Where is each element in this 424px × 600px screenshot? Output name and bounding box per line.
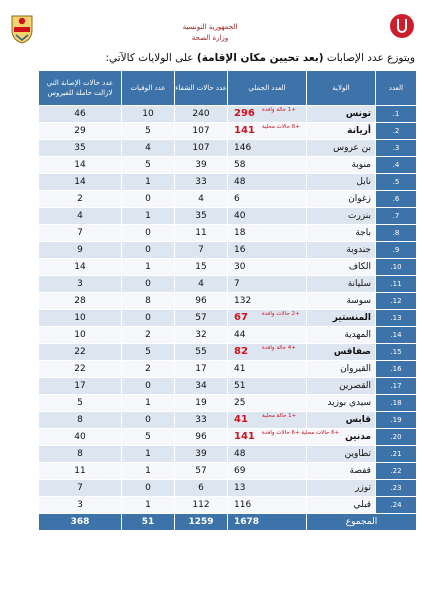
carriers-cell: 35 — [39, 140, 121, 156]
table-row — [39, 208, 416, 224]
carriers-cell: 4 — [39, 208, 121, 224]
deaths-cell: 1 — [122, 395, 174, 411]
recovered-cell: 34 — [175, 378, 227, 394]
carriers-cell: 17 — [39, 378, 121, 394]
table-row — [39, 174, 416, 190]
deaths-cell: 1 — [122, 463, 174, 479]
new-cases-note: +4 حالة وافدة — [262, 345, 296, 351]
governorate-name: مدنين — [307, 429, 375, 445]
sum-total — [228, 514, 306, 530]
deaths-cell: 2 — [122, 327, 174, 343]
col-governorate: الولاية — [307, 71, 375, 105]
table-row — [39, 463, 416, 479]
recovered-cell: 112 — [175, 497, 227, 513]
new-cases-note: +6 حالات محلية — [262, 124, 300, 130]
governorate-name: القصرين — [307, 378, 375, 394]
row-number: 11. — [376, 276, 416, 292]
table-row — [39, 242, 416, 258]
col-total: العدد الجملي — [228, 71, 306, 105]
carriers-cell: 3 — [39, 276, 121, 292]
recovered-cell: 57 — [175, 310, 227, 326]
total-cases-cell — [228, 191, 306, 207]
row-number: 8. — [376, 225, 416, 241]
total-cases-cell — [228, 429, 340, 445]
row-number: 2. — [376, 123, 416, 139]
total-cases-value: 58 — [234, 160, 246, 170]
total-cases-cell — [228, 259, 306, 275]
governorate-name: قبلي — [307, 497, 375, 513]
total-cases-cell — [228, 497, 306, 513]
recovered-cell: 7 — [175, 242, 227, 258]
recovered-cell: 240 — [175, 106, 227, 122]
governorate-name: تونس — [307, 106, 375, 122]
total-cases-value: 25 — [234, 398, 246, 408]
deaths-cell: 5 — [122, 123, 174, 139]
deaths-cell: 0 — [122, 242, 174, 258]
total-cases-cell — [228, 157, 306, 173]
governorate-name: أريانة — [307, 123, 375, 139]
carriers-cell: 5 — [39, 395, 121, 411]
table-row — [39, 259, 416, 275]
total-cases-cell — [228, 174, 306, 190]
row-number: 12. — [376, 293, 416, 309]
deaths-cell: 2 — [122, 361, 174, 377]
new-cases-note: +1 حالة محلية — [262, 413, 297, 419]
deaths-cell: 5 — [122, 429, 174, 445]
sum-total-value: 1678 — [234, 517, 260, 527]
governorate-name: بن عروس — [307, 140, 375, 156]
table-body — [39, 106, 416, 513]
recovered-cell: 96 — [175, 429, 227, 445]
governorate-name: منوبة — [307, 157, 375, 173]
deaths-cell: 1 — [122, 446, 174, 462]
row-number: 23. — [376, 480, 416, 496]
total-cases-cell — [228, 412, 306, 428]
total-cases-value: 48 — [234, 449, 246, 459]
total-cases-cell — [228, 276, 306, 292]
title-suffix: على الولايات كالآتي: — [105, 52, 197, 64]
recovered-cell: 11 — [175, 225, 227, 241]
recovered-cell: 17 — [175, 361, 227, 377]
table-row — [39, 225, 416, 241]
total-cases-value: 41 — [234, 414, 248, 425]
carriers-cell: 8 — [39, 446, 121, 462]
carriers-cell: 7 — [39, 480, 121, 496]
ministry-block — [150, 22, 270, 44]
row-number: 6. — [376, 191, 416, 207]
carriers-cell: 3 — [39, 497, 121, 513]
total-cases-value: 7 — [234, 279, 240, 289]
table-row — [39, 276, 416, 292]
table-row — [39, 344, 416, 360]
total-cases-cell — [228, 106, 306, 122]
deaths-cell: 0 — [122, 480, 174, 496]
row-number: 19. — [376, 412, 416, 428]
sum-deaths: 51 — [122, 514, 174, 530]
total-cases-value: 6 — [234, 194, 240, 204]
row-number: 24. — [376, 497, 416, 513]
row-number: 5. — [376, 174, 416, 190]
total-cases-value: 82 — [234, 346, 248, 357]
total-cases-cell — [228, 327, 306, 343]
total-cases-value: 41 — [234, 364, 246, 374]
row-number: 9. — [376, 242, 416, 258]
table-row — [39, 446, 416, 462]
recovered-cell: 15 — [175, 259, 227, 275]
deaths-cell: 4 — [122, 140, 174, 156]
recovered-cell: 35 — [175, 208, 227, 224]
governorate-name: بنزرت — [307, 208, 375, 224]
table-row — [39, 429, 416, 445]
deaths-cell: 1 — [122, 497, 174, 513]
total-cases-value: 48 — [234, 177, 246, 187]
governorate-name: المنستير — [307, 310, 375, 326]
governorate-name: باجة — [307, 225, 375, 241]
carriers-cell: 10 — [39, 327, 121, 343]
total-cases-value: 141 — [234, 431, 255, 442]
table-row — [39, 412, 416, 428]
table-row — [39, 123, 416, 139]
row-number: 13. — [376, 310, 416, 326]
recovered-cell: 32 — [175, 327, 227, 343]
carriers-cell: 14 — [39, 259, 121, 275]
total-cases-cell — [228, 123, 306, 139]
new-cases-note: +2 حالات وافدة — [262, 311, 300, 317]
table-row — [39, 480, 416, 496]
total-cases-value: 67 — [234, 312, 248, 323]
table-row — [39, 106, 416, 122]
governorate-name: زغوان — [307, 191, 375, 207]
deaths-cell: 1 — [122, 174, 174, 190]
deaths-cell: 1 — [122, 208, 174, 224]
governorate-name: سليانة — [307, 276, 375, 292]
deaths-cell: 0 — [122, 412, 174, 428]
carriers-cell: 46 — [39, 106, 121, 122]
row-number: 18. — [376, 395, 416, 411]
row-number: 14. — [376, 327, 416, 343]
total-cases-value: 40 — [234, 211, 246, 221]
recovered-cell: 39 — [175, 157, 227, 173]
table-row — [39, 497, 416, 513]
table-row — [39, 361, 416, 377]
governorate-name: نابل — [307, 174, 375, 190]
cases-table — [38, 70, 417, 531]
carriers-cell: 40 — [39, 429, 121, 445]
governorate-name: تطاوين — [307, 446, 375, 462]
governorate-name: سوسة — [307, 293, 375, 309]
table-row — [39, 157, 416, 173]
recovered-cell: 55 — [175, 344, 227, 360]
recovered-cell: 19 — [175, 395, 227, 411]
recovered-cell: 39 — [175, 446, 227, 462]
governorate-name: سيدي بوزيد — [307, 395, 375, 411]
carriers-cell: 8 — [39, 412, 121, 428]
carriers-cell: 22 — [39, 344, 121, 360]
col-num: العدد — [376, 71, 416, 105]
governorate-name: القيروان — [307, 361, 375, 377]
row-number: 20. — [376, 429, 416, 445]
sum-recovered: 1259 — [175, 514, 227, 530]
row-number: 7. — [376, 208, 416, 224]
total-cases-cell — [228, 140, 306, 156]
total-cases-cell — [228, 480, 306, 496]
table-row — [39, 191, 416, 207]
col-recovered: عدد حالات الشفاء — [175, 71, 227, 105]
table-row — [39, 310, 416, 326]
new-cases-note: +1 حالة وافدة — [262, 107, 296, 113]
row-number: 22. — [376, 463, 416, 479]
total-cases-cell — [228, 225, 306, 241]
total-cases-cell — [228, 242, 306, 258]
total-cases-value: 141 — [234, 125, 255, 136]
col-carriers: عدد حالات الإصابة التي لازالت حاملة للفيروس — [39, 71, 121, 105]
table-row — [39, 327, 416, 343]
deaths-cell: 5 — [122, 157, 174, 173]
document-title — [20, 52, 415, 64]
new-cases-note: +6 حالات محلية +6 حالات وافدة — [262, 430, 340, 436]
deaths-cell: 0 — [122, 225, 174, 241]
row-number: 10. — [376, 259, 416, 275]
total-cases-cell — [228, 463, 306, 479]
col-deaths: عدد الوفيات — [122, 71, 174, 105]
header — [0, 0, 424, 50]
carriers-cell: 10 — [39, 310, 121, 326]
recovered-cell: 107 — [175, 140, 227, 156]
total-cases-cell — [228, 208, 306, 224]
deaths-cell: 10 — [122, 106, 174, 122]
tunisia-coat-of-arms-icon — [10, 14, 34, 44]
total-cases-value: 16 — [234, 245, 246, 255]
governorate-name: قابس — [307, 412, 375, 428]
table-row — [39, 140, 416, 156]
total-cases-cell — [228, 378, 306, 394]
governorate-name: المهدية — [307, 327, 375, 343]
row-number: 16. — [376, 361, 416, 377]
carriers-cell: 7 — [39, 225, 121, 241]
table-row — [39, 378, 416, 394]
total-cases-cell — [228, 293, 306, 309]
recovered-cell: 4 — [175, 276, 227, 292]
total-cases-value: 44 — [234, 330, 246, 340]
governorate-name: صفاقس — [307, 344, 375, 360]
carriers-cell: 29 — [39, 123, 121, 139]
carriers-cell: 22 — [39, 361, 121, 377]
total-cases-cell — [228, 344, 306, 360]
governorate-name: توزر — [307, 480, 375, 496]
governorate-name: جندوبة — [307, 242, 375, 258]
deaths-cell: 0 — [122, 378, 174, 394]
sum-label: المجموع — [307, 514, 416, 530]
recovered-cell: 33 — [175, 174, 227, 190]
ministry-label: وزارة الصحة — [191, 34, 229, 42]
row-number: 15. — [376, 344, 416, 360]
sum-carriers: 368 — [39, 514, 121, 530]
recovered-cell: 6 — [175, 480, 227, 496]
total-cases-value: 13 — [234, 483, 246, 493]
governorate-name: قفصة — [307, 463, 375, 479]
total-cases-cell — [228, 361, 306, 377]
ministry-health-logo-icon — [390, 14, 414, 38]
carriers-cell: 9 — [39, 242, 121, 258]
governorate-name: الكاف — [307, 259, 375, 275]
total-cases-value: 18 — [234, 228, 246, 238]
row-number: 17. — [376, 378, 416, 394]
recovered-cell: 4 — [175, 191, 227, 207]
carriers-cell: 14 — [39, 174, 121, 190]
row-number: 1. — [376, 106, 416, 122]
total-cases-cell — [228, 310, 306, 326]
total-cases-value: 296 — [234, 108, 255, 119]
deaths-cell: 5 — [122, 344, 174, 360]
table-row — [39, 293, 416, 309]
recovered-cell: 107 — [175, 123, 227, 139]
total-cases-value: 116 — [234, 500, 252, 510]
total-cases-value: 30 — [234, 262, 246, 272]
deaths-cell: 0 — [122, 276, 174, 292]
carriers-cell: 14 — [39, 157, 121, 173]
deaths-cell: 0 — [122, 310, 174, 326]
deaths-cell: 8 — [122, 293, 174, 309]
carriers-cell: 2 — [39, 191, 121, 207]
deaths-cell: 1 — [122, 259, 174, 275]
republic-label: الجمهورية التونسية — [182, 23, 238, 31]
recovered-cell: 96 — [175, 293, 227, 309]
table-header-row — [39, 71, 416, 105]
row-number: 21. — [376, 446, 416, 462]
table-row — [39, 395, 416, 411]
recovered-cell: 57 — [175, 463, 227, 479]
row-number: 4. — [376, 157, 416, 173]
total-cases-value: 146 — [234, 143, 252, 153]
total-cases-value: 132 — [234, 296, 252, 306]
carriers-cell: 28 — [39, 293, 121, 309]
total-cases-cell — [228, 446, 306, 462]
total-cases-cell — [228, 395, 306, 411]
sum-row — [39, 514, 416, 530]
title-bold: (بعد تحيين مكان الإقامة) — [196, 52, 324, 64]
deaths-cell: 0 — [122, 191, 174, 207]
total-cases-value: 51 — [234, 381, 246, 391]
row-number: 3. — [376, 140, 416, 156]
total-cases-value: 69 — [234, 466, 246, 476]
recovered-cell: 33 — [175, 412, 227, 428]
title-prefix: ويتوزع عدد الإصابات — [323, 52, 415, 64]
carriers-cell: 11 — [39, 463, 121, 479]
